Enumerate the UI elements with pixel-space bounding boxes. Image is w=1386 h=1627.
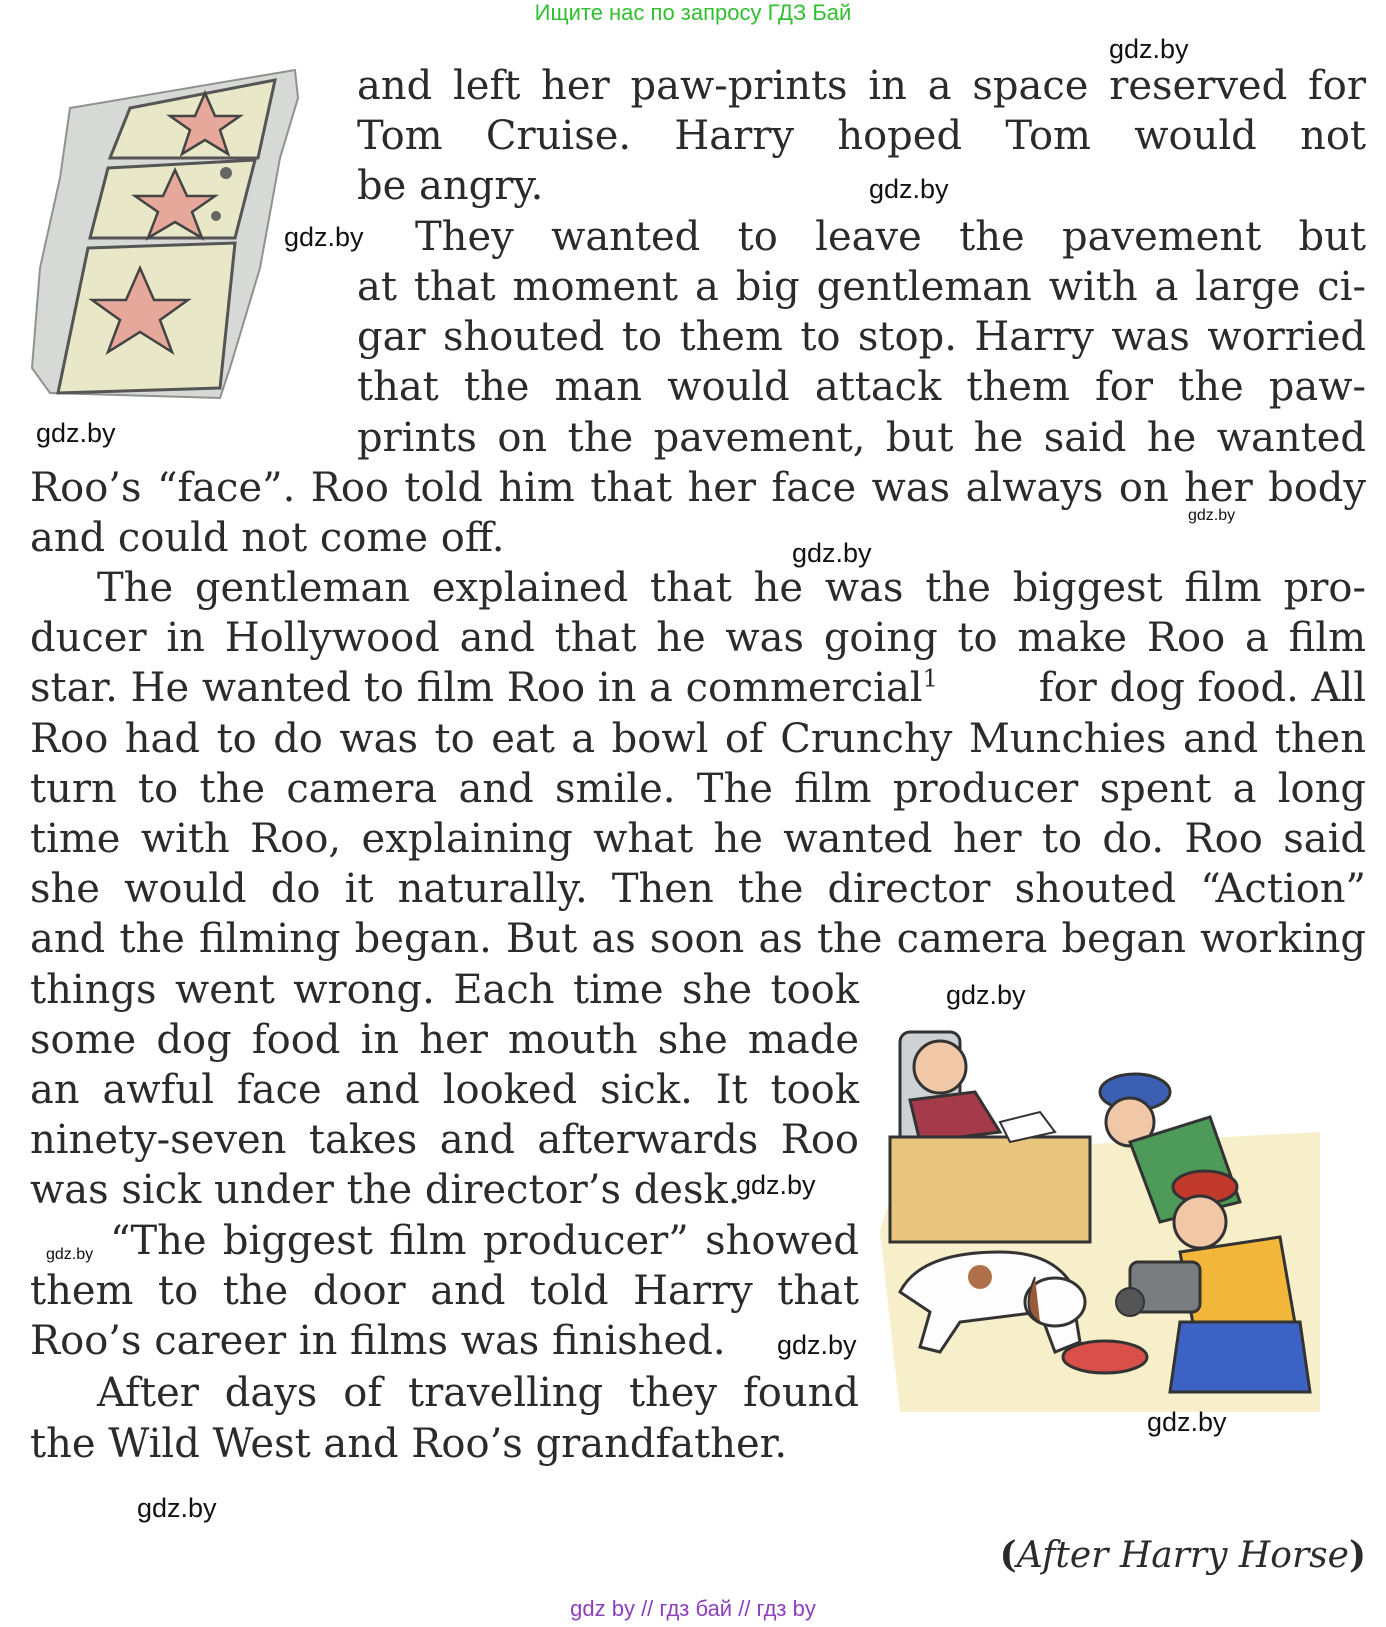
attribution-paren: ) [1348, 1534, 1366, 1576]
text-line: the Wild West and Roo’s grandfather. [30, 1421, 788, 1467]
watermark: gdz.by [736, 1170, 816, 1200]
top-banner: Ищите нас по запросу ГДЗ Бай [534, 0, 852, 25]
watermark: gdz.by [777, 1330, 857, 1360]
watermark: gdz.by [284, 222, 364, 252]
text-line: was sick under the director’s desk. [30, 1167, 741, 1213]
text-line: “The biggest film producer” showed [110, 1218, 859, 1264]
attribution-text: After Harry Horse [1016, 1535, 1349, 1576]
footer-links: gdz by // гдз бай // гдз by [570, 1596, 816, 1621]
watermark: gdz.by [869, 174, 949, 204]
walk-of-fame-illustration [30, 68, 310, 408]
text-line: turn to the camera and smile. The film producer spent a long [30, 766, 1366, 812]
text-line: that the man would attack them for the paw- [357, 364, 1366, 410]
text-line: an awful face and looked sick. It took [30, 1067, 859, 1113]
text-line: Roo’s “face”. Roo told him that her face was always on her body [30, 465, 1366, 511]
text-line-with-footnote [30, 662, 1366, 714]
text-line: at that moment a big gentleman with a large ci- [357, 264, 1366, 310]
text-line: gar shouted to them to stop. Harry was worried [357, 314, 1366, 360]
text-line: she would do it naturally. Then the director shouted “Action” [30, 866, 1366, 912]
film-set-illustration [880, 1022, 1320, 1412]
attribution [1000, 1534, 1366, 1576]
footnote-marker: 1 [922, 664, 938, 693]
text-line: be angry. [357, 163, 544, 209]
text-line: them to the door and told Harry that [30, 1268, 859, 1314]
watermark: gdz.by [792, 538, 872, 568]
text-line: ninety-seven takes and afterwards Roo [30, 1117, 859, 1163]
text-line: time with Roo, explaining what he wanted her to do. Roo said [30, 816, 1366, 862]
watermark: gdz.by [36, 418, 116, 448]
attribution-paren: ( [999, 1534, 1017, 1576]
text-line: things went wrong. Each time she took [30, 967, 859, 1013]
watermark: gdz.by [1109, 34, 1189, 64]
text-line: ducer in Hollywood and that he was going to make Roo a film [30, 615, 1366, 661]
text-line: Tom Cruise. Harry hoped Tom would not [357, 113, 1366, 159]
text-line: and the filming began. But as soon as the camera began working [30, 916, 1366, 962]
text-line: After days of travelling they found [97, 1370, 859, 1416]
text-line: Roo’s career in films was finished. [30, 1318, 726, 1364]
watermark: gdz.by [1188, 507, 1236, 524]
watermark: gdz.by [137, 1493, 217, 1523]
text-line: They wanted to leave the pavement but [415, 214, 1366, 260]
watermark: gdz.by [46, 1246, 94, 1263]
watermark: gdz.by [1147, 1407, 1227, 1437]
text-line: Roo had to do was to eat a bowl of Crunchy Munchies and then [30, 716, 1366, 762]
text-line: The gentleman explained that he was the biggest film pro- [97, 565, 1366, 611]
text-segment: for dog food. All [1038, 665, 1366, 711]
watermark: gdz.by [946, 980, 1026, 1010]
text-line: prints on the pavement, but he said he wanted [357, 415, 1366, 461]
text-segment: star. He wanted to film Roo in a commercial [30, 665, 923, 711]
text-line: some dog food in her mouth she made [30, 1017, 859, 1063]
text-segment [30, 662, 938, 714]
text-line: and left her paw-prints in a space reserved for [357, 63, 1366, 109]
text-line: and could not come off. [30, 515, 505, 561]
